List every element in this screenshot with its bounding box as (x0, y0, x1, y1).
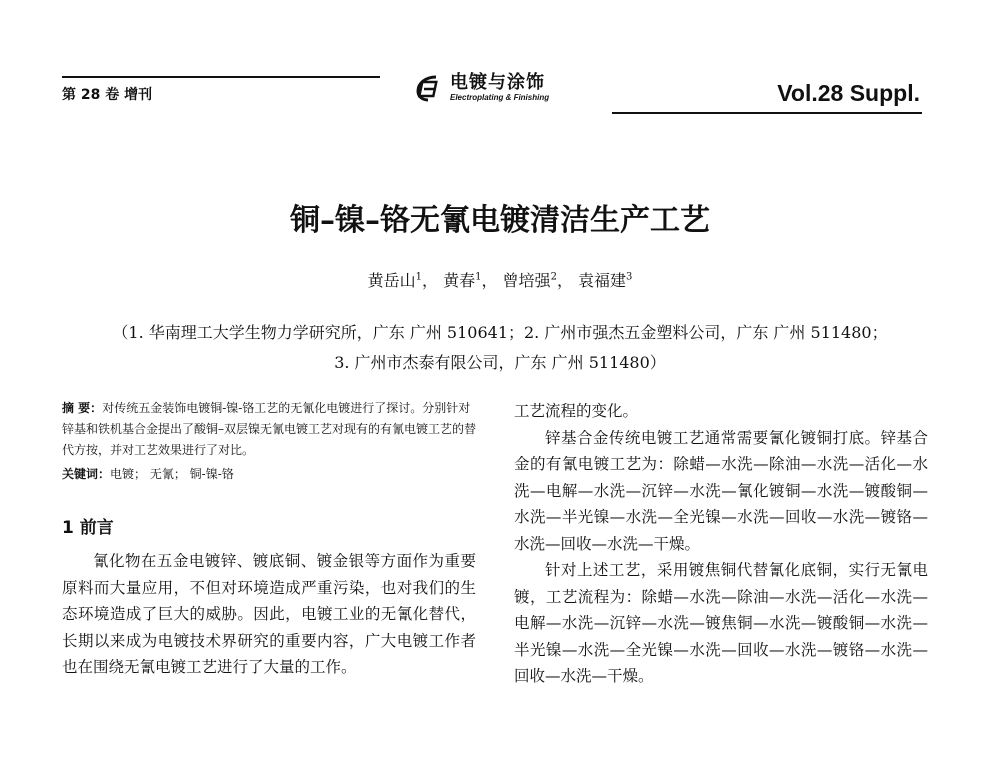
journal-logo-icon (414, 74, 444, 102)
author-name: 袁福建 (578, 271, 627, 290)
body-paragraph: 氰化物在五金电镀锌、镀底铜、镀金银等方面作为重要原料而大量应用，不但对环境造成严重污染，也对我们的生态环境造成了巨大的威胁。因此，电镀工业的无氰化替代，长期以来成为电镀技术界研究的重要内容，广大电镀工作者也在围绕无氰电镀工艺进行了大量的工作。 (62, 552, 476, 676)
keywords (62, 463, 476, 485)
section-heading: 1 前言 (62, 518, 114, 538)
volume-label: 第 28 卷 增刊 (62, 87, 153, 103)
abstract-label: 摘 要： (62, 401, 103, 415)
body-paragraph: 针对上述工艺，采用镀焦铜代替氰化底铜，实行无氰电镀，工艺流程为：除蜡—水洗—除油—水洗—活化—水洗—电解—水洗—沉锌—水洗—镀焦铜—水洗—镀酸铜—水洗—半光镍—水洗—全光镍—水洗—回收—水洗—镀铬—水洗—回收—水洗—干燥。 (514, 561, 928, 685)
author-affil-mark: 3 (626, 271, 633, 283)
journal-name-cn: 电镀与涂饰 (450, 72, 545, 93)
right-column (514, 398, 928, 690)
abstract-text: 对传统五金装饰电镀铜-镍-铬工艺的无氰化电镀进行了探讨。分别针对锌基和铁机基合金提出了酸铜–双层镍无氰电镀工艺对现有的有氰电镀工艺的替代方按，并对工艺效果进行了对比。 (62, 401, 477, 457)
abstract (62, 398, 476, 461)
left-column (62, 398, 476, 681)
volume-label-en: Vol.28 Suppl. (777, 80, 920, 106)
keywords-text: 电镀； 无氰； 铜-镍-铬 (110, 467, 234, 481)
author-affil-mark: 1 (475, 271, 482, 283)
affiliation-line: 3. 广州市杰泰有限公司，广东 广州 511480） (334, 353, 666, 372)
affiliation-line: （1. 华南理工大学生物力学研究所，广东 广州 510641；2. 广州市强杰五金塑料公司，广东 广州 511480； (112, 323, 888, 342)
body-paragraph: 工艺流程的变化。 (514, 402, 639, 420)
body-paragraph: 锌基合金传统电镀工艺通常需要氰化镀铜打底。锌基合金的有氰电镀工艺为：除蜡—水洗—除油—水洗—活化—水洗—电解—水洗—沉锌—水洗—氰化镀铜—水洗—镀酸铜—水洗—半光镍—水洗—全光镍—水洗—回收—水洗—镀铬—水洗—回收—水洗—干燥。 (514, 428, 928, 553)
header-rule-right (612, 112, 922, 114)
affiliations (60, 318, 940, 378)
author-name: 黄岳山 (367, 271, 416, 290)
author-affil-mark: 1 (415, 271, 422, 283)
author-affil-mark: 2 (550, 271, 557, 283)
author-list: 黄岳山$^1$， 黄春$^1$， 曾培强$^2$， 袁福建$^3$ (367, 271, 633, 290)
author-name: 曾培强 (502, 271, 551, 290)
journal-logo (414, 74, 549, 102)
author-name: 黄春 (443, 271, 476, 290)
header-rule-left (62, 76, 380, 78)
paper-title: 铜–镍–铬无氰电镀清洁生产工艺 (290, 203, 710, 238)
journal-name-en: Electroplating & Finishing (450, 93, 550, 102)
keywords-label: 关键词： (62, 467, 111, 481)
